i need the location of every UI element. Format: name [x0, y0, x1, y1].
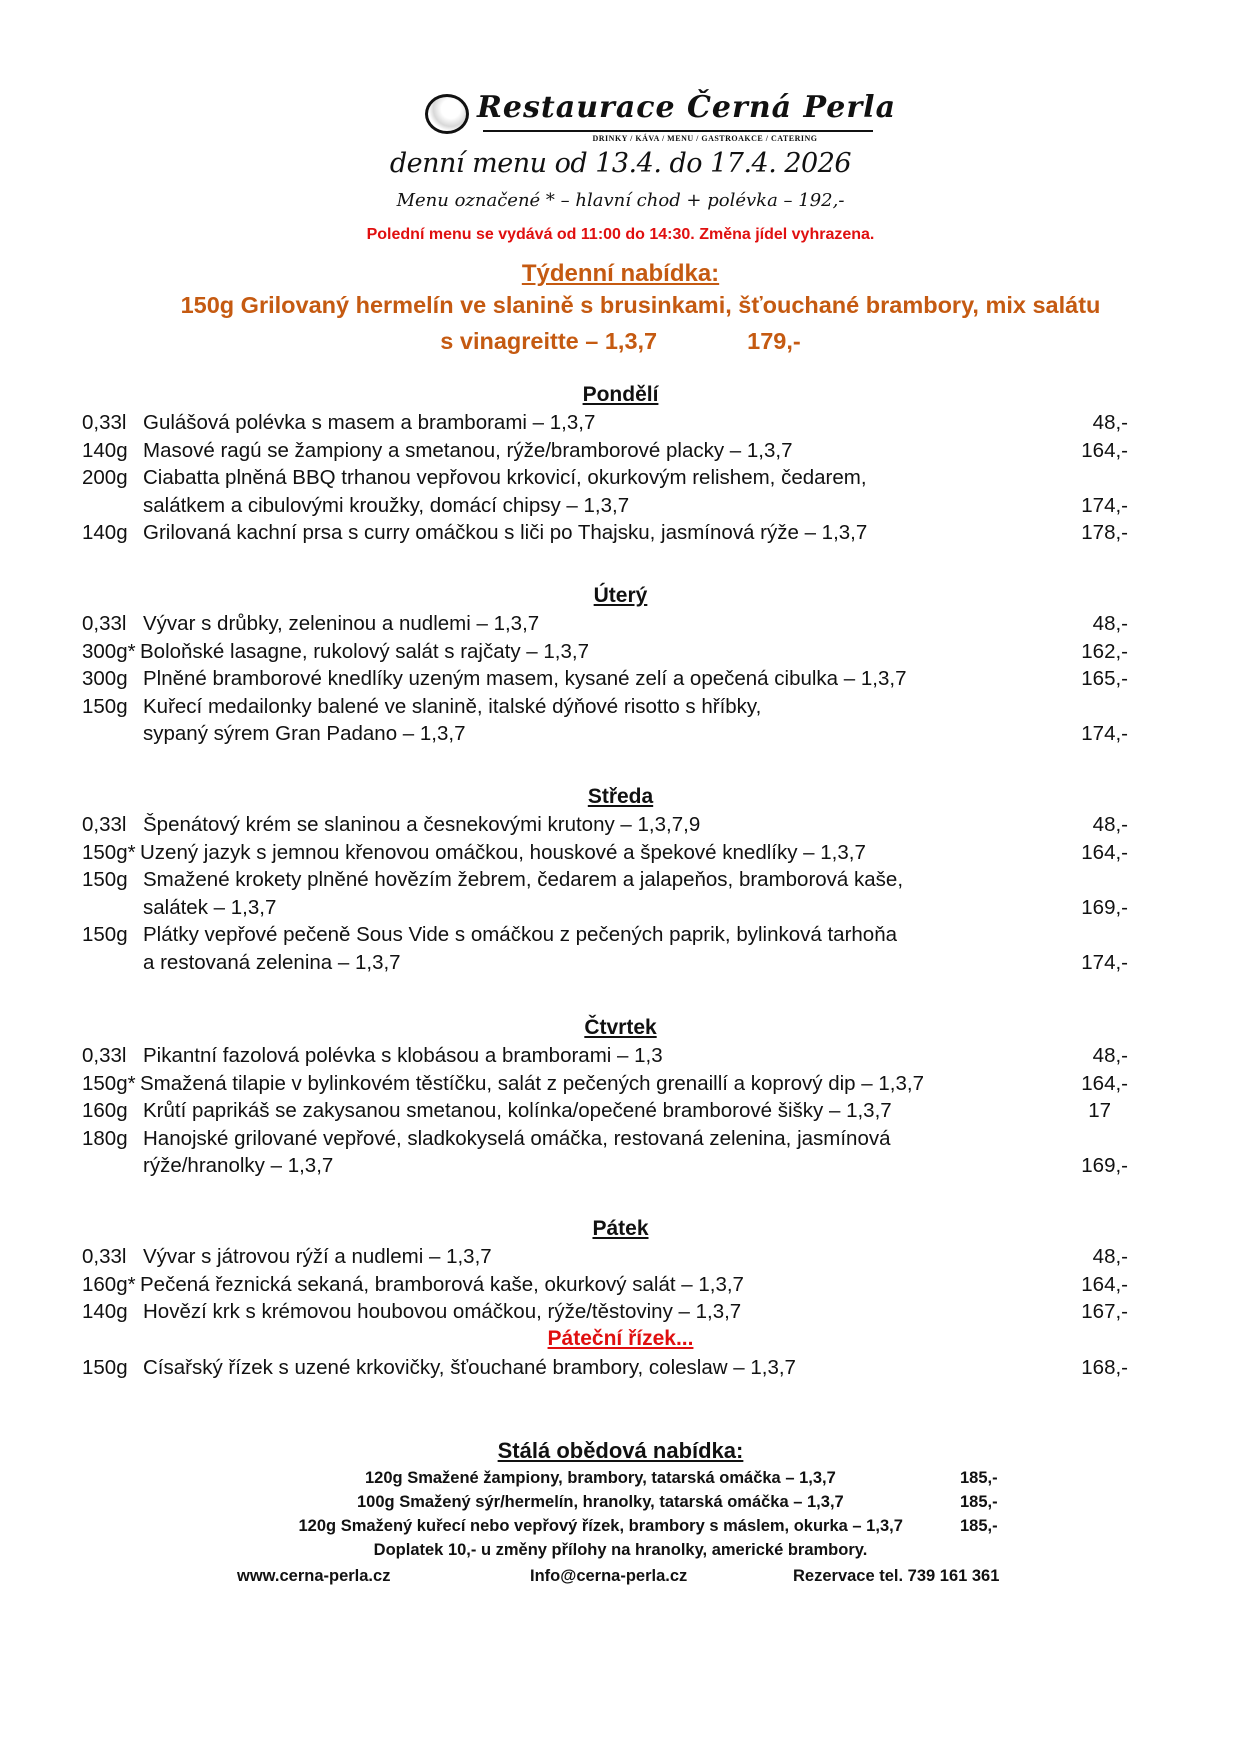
item-description-continued: salátek – 1,3,7 — [143, 895, 277, 919]
menu-item — [0, 695, 1241, 723]
menu-item — [0, 640, 1241, 668]
menu-item — [0, 813, 1241, 841]
item-portion: 0,33l — [82, 1044, 127, 1067]
item-portion: 0,33l — [82, 411, 127, 434]
item-description: Císařský řízek s uzené krkovičky, šťouchané brambory, coleslaw – 1,3,7 — [143, 1355, 796, 1379]
menu-item-continuation — [0, 494, 1241, 522]
item-description-continued: a restovaná zelenina – 1,3,7 — [143, 951, 401, 974]
item-portion: 150g — [82, 1355, 128, 1379]
item-price: 164,- — [1081, 438, 1128, 462]
menu-item-continuation — [0, 1154, 1241, 1182]
item-description: Plátky vepřové pečeně Sous Vide s omáčkou z pečených paprik, bylinková tarhoňa — [143, 923, 898, 947]
standing-item-description: 100g Smažený sýr/hermelín, hranolky, tatarská omáčka – 1,3,7 — [357, 1493, 844, 1511]
menu-item-continuation — [0, 951, 1241, 979]
logo-underline — [483, 130, 873, 132]
menu-item — [0, 521, 1241, 549]
standing-item-price: 185,- — [960, 1493, 998, 1511]
item-description: Masové ragú se žampiony a smetanou, rýže/bramborové placky – 1,3,7 — [143, 438, 793, 462]
day-heading: Pátek — [592, 1217, 649, 1240]
item-portion: 160g* — [82, 1272, 136, 1296]
item-portion: 140g — [82, 521, 128, 545]
standing-item-price: 185,- — [960, 1517, 998, 1535]
serving-hours-notice: Polední menu se vydává od 11:00 do 14:30. Změna jídel vyhrazena. — [366, 226, 875, 243]
item-price: 169,- — [1081, 1154, 1128, 1178]
menu-item — [0, 923, 1241, 951]
item-portion: 150g* — [82, 840, 136, 864]
item-description: Grilovaná kachní prsa s curry omáčkou s liči po Thajsku, jasmínová rýže – 1,3,7 — [143, 521, 868, 545]
menu-item-continuation — [0, 896, 1241, 924]
weekly-offer-line2 — [0, 328, 1241, 355]
item-portion: 0,33l — [82, 612, 127, 635]
standing-item-description: 120g Smažené žampiony, brambory, tatarská omáčka – 1,3,7 — [365, 1469, 836, 1487]
item-price: 17 — [1088, 1099, 1111, 1123]
weekly-offer-allergens: s vinagreitte – 1,3,7 — [440, 328, 658, 354]
logo-subtitle: DRINKY / KÁVA / MENU / GASTROAKCE / CATERING — [592, 134, 818, 143]
item-price: 48,- — [1092, 612, 1128, 635]
pearl-icon — [425, 94, 469, 134]
menu-item — [0, 667, 1241, 695]
item-description: Boloňské lasagne, rukolový salát s rajčaty – 1,3,7 — [140, 639, 589, 663]
item-description-continued: salátkem a cibulovými kroužky, domácí chipsy – 1,3,7 — [143, 493, 630, 517]
weekly-offer-description: 150g Grilovaný hermelín ve slanině s brusinkami, šťouchané brambory, mix salátu — [180, 292, 1101, 318]
menu-item — [0, 466, 1241, 494]
item-portion: 0,33l — [82, 1245, 127, 1268]
menu-item — [0, 439, 1241, 467]
surcharge-note: Doplatek 10,- u změny přílohy na hranolky, americké brambory. — [373, 1541, 868, 1559]
item-price: 164,- — [1081, 1272, 1128, 1296]
menu-item — [0, 1245, 1241, 1273]
item-price: 169,- — [1081, 895, 1128, 919]
item-portion: 200g — [82, 466, 128, 490]
item-portion: 180g — [82, 1126, 128, 1150]
day-heading: Pondělí — [582, 383, 659, 406]
item-description: Pečená řeznická sekaná, bramborová kaše, okurkový salát – 1,3,7 — [140, 1272, 744, 1296]
menu-item-continuation — [0, 722, 1241, 750]
item-price: 174,- — [1081, 493, 1128, 517]
item-price: 168,- — [1081, 1355, 1128, 1379]
menu-item — [0, 1044, 1241, 1072]
menu-item — [0, 1127, 1241, 1155]
item-portion: 150g — [82, 868, 128, 892]
item-price: 165,- — [1081, 667, 1128, 691]
item-price: 48,- — [1092, 411, 1128, 434]
item-description: Krůtí paprikáš se zakysanou smetanou, kolínka/opečené bramborové šišky – 1,3,7 — [143, 1099, 892, 1123]
item-description-continued: rýže/hranolky – 1,3,7 — [143, 1154, 334, 1178]
item-portion: 140g — [82, 438, 128, 462]
item-price: 164,- — [1081, 1071, 1128, 1095]
item-description: Ciabatta plněná BBQ trhanou vepřovou krkovicí, okurkovým relishem, čedarem, — [143, 466, 867, 490]
item-portion: 150g — [82, 923, 128, 947]
item-description: Uzený jazyk s jemnou křenovou omáčkou, houskové a špekové knedlíky – 1,3,7 — [140, 840, 866, 864]
item-description: Pikantní fazolová polévka s klobásou a bramborami – 1,3 — [143, 1044, 663, 1067]
menu-item — [0, 868, 1241, 896]
menu-title: denní menu od 13.4. do 17.4. 2026 — [389, 148, 852, 179]
item-description: Kuřecí medailonky balené ve slanině, italské dýňové risotto s hříbky, — [143, 694, 762, 718]
item-portion: 0,33l — [82, 813, 127, 836]
item-portion: 160g — [82, 1099, 128, 1123]
menu-combo-note: Menu označené * – hlavní chod + polévka – 192,- — [396, 190, 845, 211]
menu-item — [0, 841, 1241, 869]
item-price: 48,- — [1092, 1245, 1128, 1268]
item-description: Smažená tilapie v bylinkovém těstíčku, salát z pečených grenaillí a koprový dip – 1,3,7 — [140, 1071, 924, 1095]
menu-item — [0, 1300, 1241, 1328]
item-price: 178,- — [1081, 521, 1128, 545]
website-link[interactable]: www.cerna-perla.cz — [237, 1567, 391, 1585]
item-price: 162,- — [1081, 639, 1128, 663]
item-description: Hanojské grilované vepřové, sladkokyselá omáčka, restovaná zelenina, jasmínová — [143, 1126, 891, 1150]
item-price: 174,- — [1081, 951, 1128, 974]
menu-item — [0, 1356, 1241, 1384]
item-price: 48,- — [1092, 813, 1128, 836]
weekly-offer-heading: Týdenní nabídka: — [521, 260, 720, 287]
item-price: 174,- — [1081, 722, 1128, 746]
item-description-continued: sypaný sýrem Gran Padano – 1,3,7 — [143, 722, 466, 746]
standing-offer-heading: Stálá obědová nabídka: — [497, 1438, 744, 1463]
item-portion: 300g — [82, 667, 128, 691]
restaurant-logo — [425, 90, 897, 145]
day-heading: Středa — [587, 785, 654, 808]
item-description: Smažené krokety plněné hovězím žebrem, čedarem a jalapeňos, bramborová kaše, — [143, 868, 904, 892]
menu-item — [0, 612, 1241, 640]
item-price: 167,- — [1081, 1300, 1128, 1324]
item-description: Plněné bramborové knedlíky uzeným masem, kysané zelí a opečená cibulka – 1,3,7 — [143, 667, 907, 691]
email-link[interactable]: Info@cerna-perla.cz — [530, 1567, 688, 1585]
item-portion: 300g* — [82, 639, 136, 663]
item-price: 164,- — [1081, 840, 1128, 864]
weekly-offer-price: 179,- — [747, 328, 801, 354]
logo-title: Restaurace Černá Perla — [477, 90, 897, 125]
menu-item — [0, 1099, 1241, 1127]
menu-item — [0, 1273, 1241, 1301]
menu-item — [0, 411, 1241, 439]
friday-special-heading: Páteční řízek... — [547, 1326, 694, 1350]
menu-item — [0, 1072, 1241, 1100]
item-description: Hovězí krk s krémovou houbovou omáčkou, rýže/těstoviny – 1,3,7 — [143, 1300, 742, 1324]
item-portion: 150g — [82, 694, 128, 718]
item-description: Vývar s játrovou rýží a nudlemi – 1,3,7 — [143, 1245, 492, 1268]
reservation-phone: Rezervace tel. 739 161 361 — [793, 1567, 1000, 1585]
day-heading: Úterý — [593, 584, 648, 607]
item-description: Špenátový krém se slaninou a česnekovými krutony – 1,3,7,9 — [143, 813, 701, 836]
day-heading: Čtvrtek — [584, 1016, 657, 1039]
item-description: Vývar s drůbky, zeleninou a nudlemi – 1,3,7 — [143, 612, 540, 635]
standing-item-price: 185,- — [960, 1469, 998, 1487]
item-price: 48,- — [1092, 1044, 1128, 1067]
item-portion: 140g — [82, 1300, 128, 1324]
item-description: Gulášová polévka s masem a bramborami – 1,3,7 — [143, 411, 596, 434]
standing-item-description: 120g Smažený kuřecí nebo vepřový řízek, brambory s máslem, okurka – 1,3,7 — [298, 1517, 903, 1535]
item-portion: 150g* — [82, 1071, 136, 1095]
